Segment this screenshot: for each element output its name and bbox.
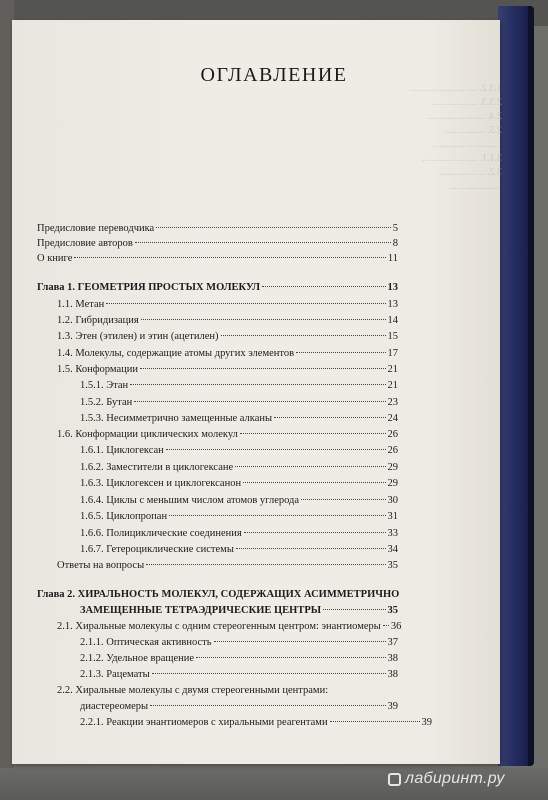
toc-entry [80, 444, 398, 458]
toc-entry-label: Глава 1. ГЕОМЕТРИЯ ПРОСТЫХ МОЛЕКУЛ [37, 282, 261, 293]
toc-entry-page: 17 [387, 348, 398, 359]
toc-entry-page: 38 [387, 669, 398, 680]
toc-entry-page: 35 [387, 605, 398, 616]
toc-entry-continuation [80, 700, 398, 714]
leader-dots [106, 303, 385, 304]
toc-entry-label: Ответы на вопросы [57, 560, 145, 571]
watermark-text: лабиринт.ру [405, 770, 505, 787]
toc-chapter [37, 281, 398, 295]
toc-entry-label: 1.5. Конформации [57, 364, 138, 375]
leader-dots [152, 673, 386, 674]
toc-entry-label: Предисловие переводчика [37, 223, 155, 234]
page-title: ОГЛАВЛЕНИЕ [200, 64, 348, 86]
leader-dots [236, 548, 386, 549]
toc-entry [80, 510, 398, 524]
toc-entry-label: Предисловие авторов [37, 238, 133, 249]
toc-entry-label: 1.6.3. Циклогексен и циклогексанон [80, 478, 242, 489]
toc-entry-page: 31 [387, 511, 398, 522]
toc-chapter [37, 588, 398, 602]
toc-entry-label: 1.5.1. Этан [80, 380, 129, 391]
toc-chapter-continuation [80, 604, 398, 618]
toc-entry [37, 252, 398, 266]
leader-dots [244, 532, 386, 533]
toc-entry [80, 652, 398, 666]
toc-entry-label: 1.6. Конформации циклических молекул [57, 429, 238, 440]
toc-entry [80, 396, 398, 410]
toc-entry-label: 1.6.7. Гетероциклические системы [80, 544, 234, 555]
toc-entry-page: 15 [387, 331, 398, 342]
leader-dots [240, 433, 386, 434]
toc-entry-label: 1.5.3. Несимметрично замещенные алканы [80, 413, 273, 424]
toc-entry-page: 26 [387, 429, 398, 440]
toc-entry [57, 347, 398, 361]
toc-entry-page: 21 [387, 380, 398, 391]
leader-dots [214, 641, 386, 642]
toc-entry-label: 2.1.3. Рацематы [80, 669, 150, 680]
toc-entry [80, 412, 398, 426]
toc-entry-page: 39 [421, 717, 432, 728]
toc-entry [57, 620, 402, 634]
toc-entry-page: 29 [387, 462, 398, 473]
leader-dots [169, 515, 385, 516]
toc-entry [80, 379, 398, 393]
toc-entry-page: 37 [387, 637, 398, 648]
leader-dots [383, 625, 389, 626]
toc-entry-page: 11 [387, 253, 398, 264]
toc-entry-page: 13 [387, 299, 398, 310]
leader-dots [166, 449, 386, 450]
toc-entry [37, 237, 398, 251]
toc-entry-label: 2.2. Хиральные молекулы с двумя стереогенными центрами: [57, 685, 329, 696]
toc-entry [57, 314, 398, 328]
toc-entry-label: О книге [37, 253, 73, 264]
toc-entry [80, 716, 432, 730]
toc-entry [80, 477, 398, 491]
toc-entry-label: 1.4. Молекулы, содержащие атомы других элементов [57, 348, 295, 359]
toc-entry [80, 527, 398, 541]
toc-entry-page: 21 [387, 364, 398, 375]
toc-entry-label: 2.1.1. Оптическая активность [80, 637, 212, 648]
leader-dots [134, 401, 385, 402]
leader-dots [235, 466, 385, 467]
toc-entry-label: 1.1. Метан [57, 299, 105, 310]
toc-entry-page: 39 [387, 701, 398, 712]
toc-entry [57, 559, 398, 573]
toc-entry-label: 1.6.1. Циклогексан [80, 445, 164, 456]
toc-entry [57, 298, 398, 312]
toc-entry-label: 2.1. Хиральные молекулы с одним стереогенным центром: энантиомеры [57, 621, 381, 632]
toc-entry [80, 461, 398, 475]
toc-entry-page: 24 [387, 413, 398, 424]
leader-dots [296, 352, 385, 353]
toc-entry-label: 1.6.4. Циклы с меньшим числом атомов углерода [80, 495, 300, 506]
toc-entry [80, 636, 398, 650]
toc-entry-label: 1.5.2. Бутан [80, 397, 133, 408]
toc-entry-label: 1.3. Этен (этилен) и этин (ацетилен) [57, 331, 219, 342]
toc-entry-page: 38 [387, 653, 398, 664]
leader-dots [330, 721, 420, 722]
leader-dots [196, 657, 385, 658]
bleed-through-text: 1.3.2. ........................... 2.3.3. .................. 2.4. ....................... 2.5. ................ ........................... 3.1.1. ...................... 3.2. .................. .................... [409, 83, 502, 192]
leader-dots [274, 417, 385, 418]
toc-entry-page: 33 [387, 528, 398, 539]
leader-dots [323, 609, 385, 610]
leader-dots [221, 335, 386, 336]
toc-entry-label: 1.6.2. Заместители в циклогексане [80, 462, 234, 473]
toc-entry-page: 26 [387, 445, 398, 456]
leader-dots [130, 384, 385, 385]
toc-entry-label: Глава 2. ХИРАЛЬНОСТЬ МОЛЕКУЛ, СОДЕРЖАЩИХ АСИММЕТРИЧНО [37, 589, 400, 600]
leader-dots [140, 368, 386, 369]
leader-dots [74, 257, 385, 258]
toc-entry [57, 684, 398, 698]
toc-entry-label: 1.6.5. Циклопропан [80, 511, 168, 522]
toc-entry-page: 29 [387, 478, 398, 489]
toc-entry [80, 494, 398, 508]
toc-entry-label: диастереомеры [80, 701, 149, 712]
toc-entry [57, 428, 398, 442]
toc-entry-label: 1.6.6. Полициклические соединения [80, 528, 242, 539]
leader-dots [146, 564, 385, 565]
leader-dots [150, 705, 385, 706]
toc-entry-label: 2.1.2. Удельное вращение [80, 653, 195, 664]
toc-entry-page: 13 [387, 282, 398, 293]
toc-entry-page: 5 [392, 223, 398, 234]
toc-entry [80, 543, 398, 557]
toc-entry-label: 1.2. Гибридизация [57, 315, 139, 326]
toc-entry [80, 668, 398, 682]
toc-entry [37, 222, 398, 236]
toc-entry-page: 30 [387, 495, 398, 506]
leader-dots [141, 319, 386, 320]
toc-entry-page: 35 [387, 560, 398, 571]
toc-entry-page: 8 [392, 238, 398, 249]
toc-entry-page: 23 [387, 397, 398, 408]
toc-entry-page: 34 [387, 544, 398, 555]
toc-entry-label: ЗАМЕЩЕННЫЕ ТЕТРАЭДРИЧЕСКИЕ ЦЕНТРЫ [80, 605, 322, 616]
toc-entry-page: 14 [387, 315, 398, 326]
leader-dots [262, 286, 385, 287]
toc-entry [57, 363, 398, 377]
leader-dots [156, 227, 391, 228]
toc-entry-label: 2.2.1. Реакции энантиомеров с хиральными реагентами [80, 717, 328, 728]
leader-dots [135, 242, 391, 243]
leader-dots [243, 482, 385, 483]
toc-entry [57, 330, 398, 344]
toc-entry-page: 36 [390, 621, 402, 632]
leader-dots [301, 499, 385, 500]
watermark-logo-icon [388, 773, 401, 786]
